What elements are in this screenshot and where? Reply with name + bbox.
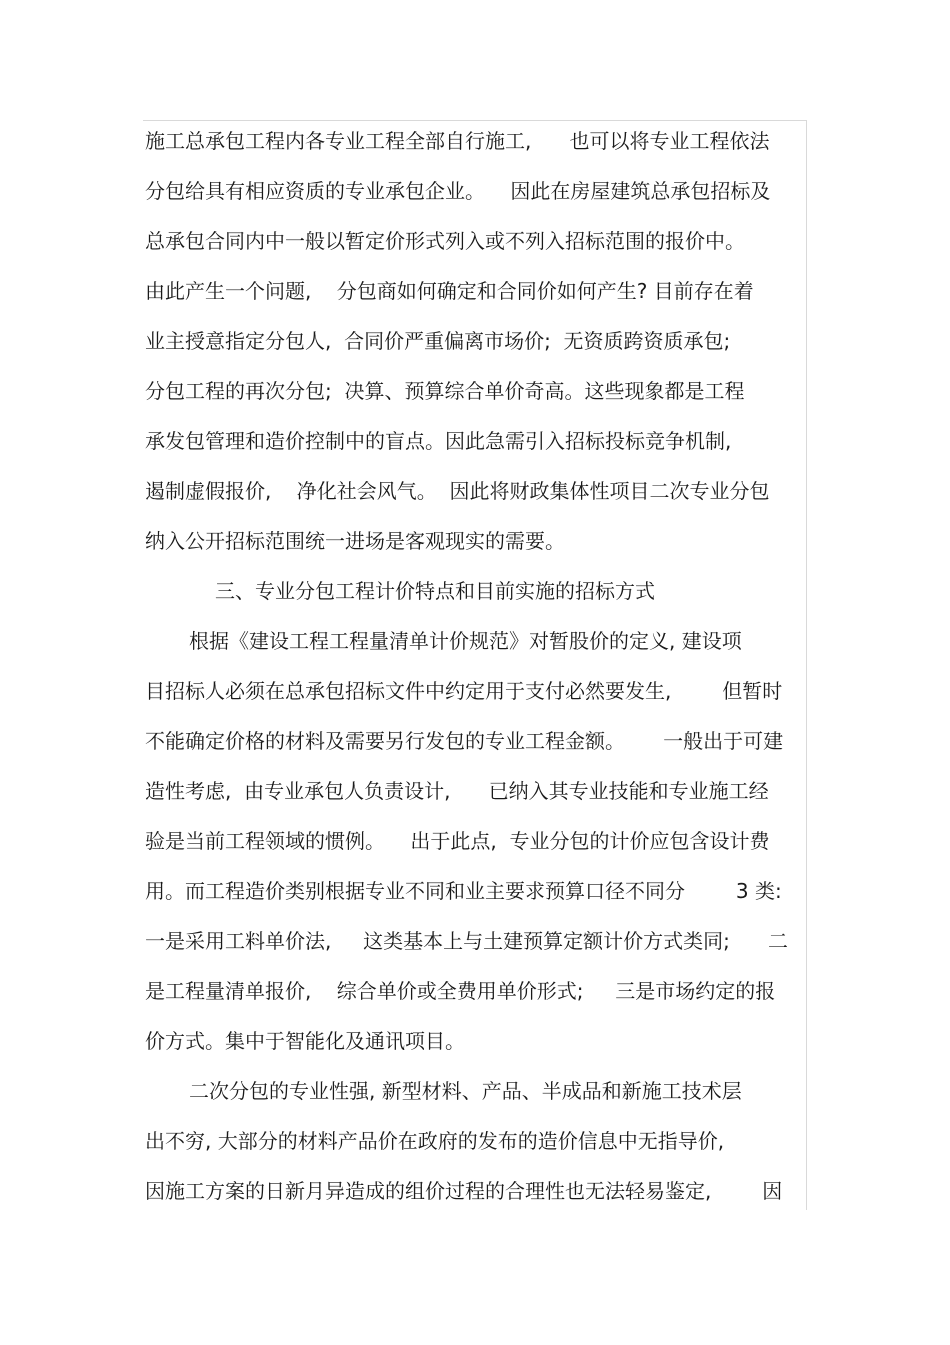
text-line: 用。而工程造价类别根据专业不同和业主要求预算口径不同分 3 类: xyxy=(145,879,782,903)
text-line: 二次分包的专业性强, 新型材料、产品、半成品和新施工技术层 xyxy=(189,1079,742,1103)
text-line: 遏制虚假报价, 净化社会风气。 因此将财政集体性项目二次专业分包 xyxy=(145,479,770,503)
text-line: 验是当前工程领域的惯例。 出于此点, 专业分包的计价应包含设计费 xyxy=(145,829,770,853)
text-line: 总承包合同内中一般以暂定价形式列入或不列入招标范围的报价中。 xyxy=(145,229,745,253)
text-line: 出不穷, 大部分的材料产品价在政府的发布的造价信息中无指导价, xyxy=(145,1129,725,1153)
document-body xyxy=(145,116,810,1216)
text-line: 根据《建设工程工程量清单计价规范》对暂股价的定义, 建设项 xyxy=(189,629,742,653)
text-line: 不能确定价格的材料及需要另行发包的专业工程金额。 一般出于可建 xyxy=(145,729,784,753)
text-line: 业主授意指定分包人, 合同价严重偏离市场价; 无资质跨资质承包; xyxy=(145,329,731,353)
text-line: 由此产生一个问题, 分包商如何确定和合同价如何产生? 目前存在着 xyxy=(145,279,754,303)
text-line: 纳入公开招标范围统一进场是客观现实的需要。 xyxy=(145,529,565,553)
text-line: 施工总承包工程内各专业工程全部自行施工, 也可以将专业工程依法 xyxy=(145,129,770,153)
text-line: 承发包管理和造价控制中的盲点。因此急需引入招标投标竞争机制, xyxy=(145,429,732,453)
section-heading: 三、专业分包工程计价特点和目前实施的招标方式 xyxy=(215,579,655,603)
text-line: 分包工程的再次分包; 决算、预算综合单价奇高。这些现象都是工程 xyxy=(145,379,745,403)
text-line: 价方式。集中于智能化及通讯项目。 xyxy=(145,1029,465,1053)
text-line: 目招标人必须在总承包招标文件中约定用于支付必然要发生, 但暂时 xyxy=(145,679,783,703)
text-line: 分包给具有相应资质的专业承包企业。 因此在房屋建筑总承包招标及 xyxy=(145,179,771,203)
text-line: 一是采用工料单价法, 这类基本上与土建预算定额计价方式类同; 二 xyxy=(145,929,789,953)
text-line: 是工程量清单报价, 综合单价或全费用单价形式; 三是市场约定的报 xyxy=(145,979,776,1003)
text-line: 因施工方案的日新月异造成的组价过程的合理性也无法轻易鉴定, 因 xyxy=(145,1179,783,1203)
text-line: 造性考虑, 由专业承包人负责设计, 已纳入其专业技能和专业施工经 xyxy=(145,779,769,803)
